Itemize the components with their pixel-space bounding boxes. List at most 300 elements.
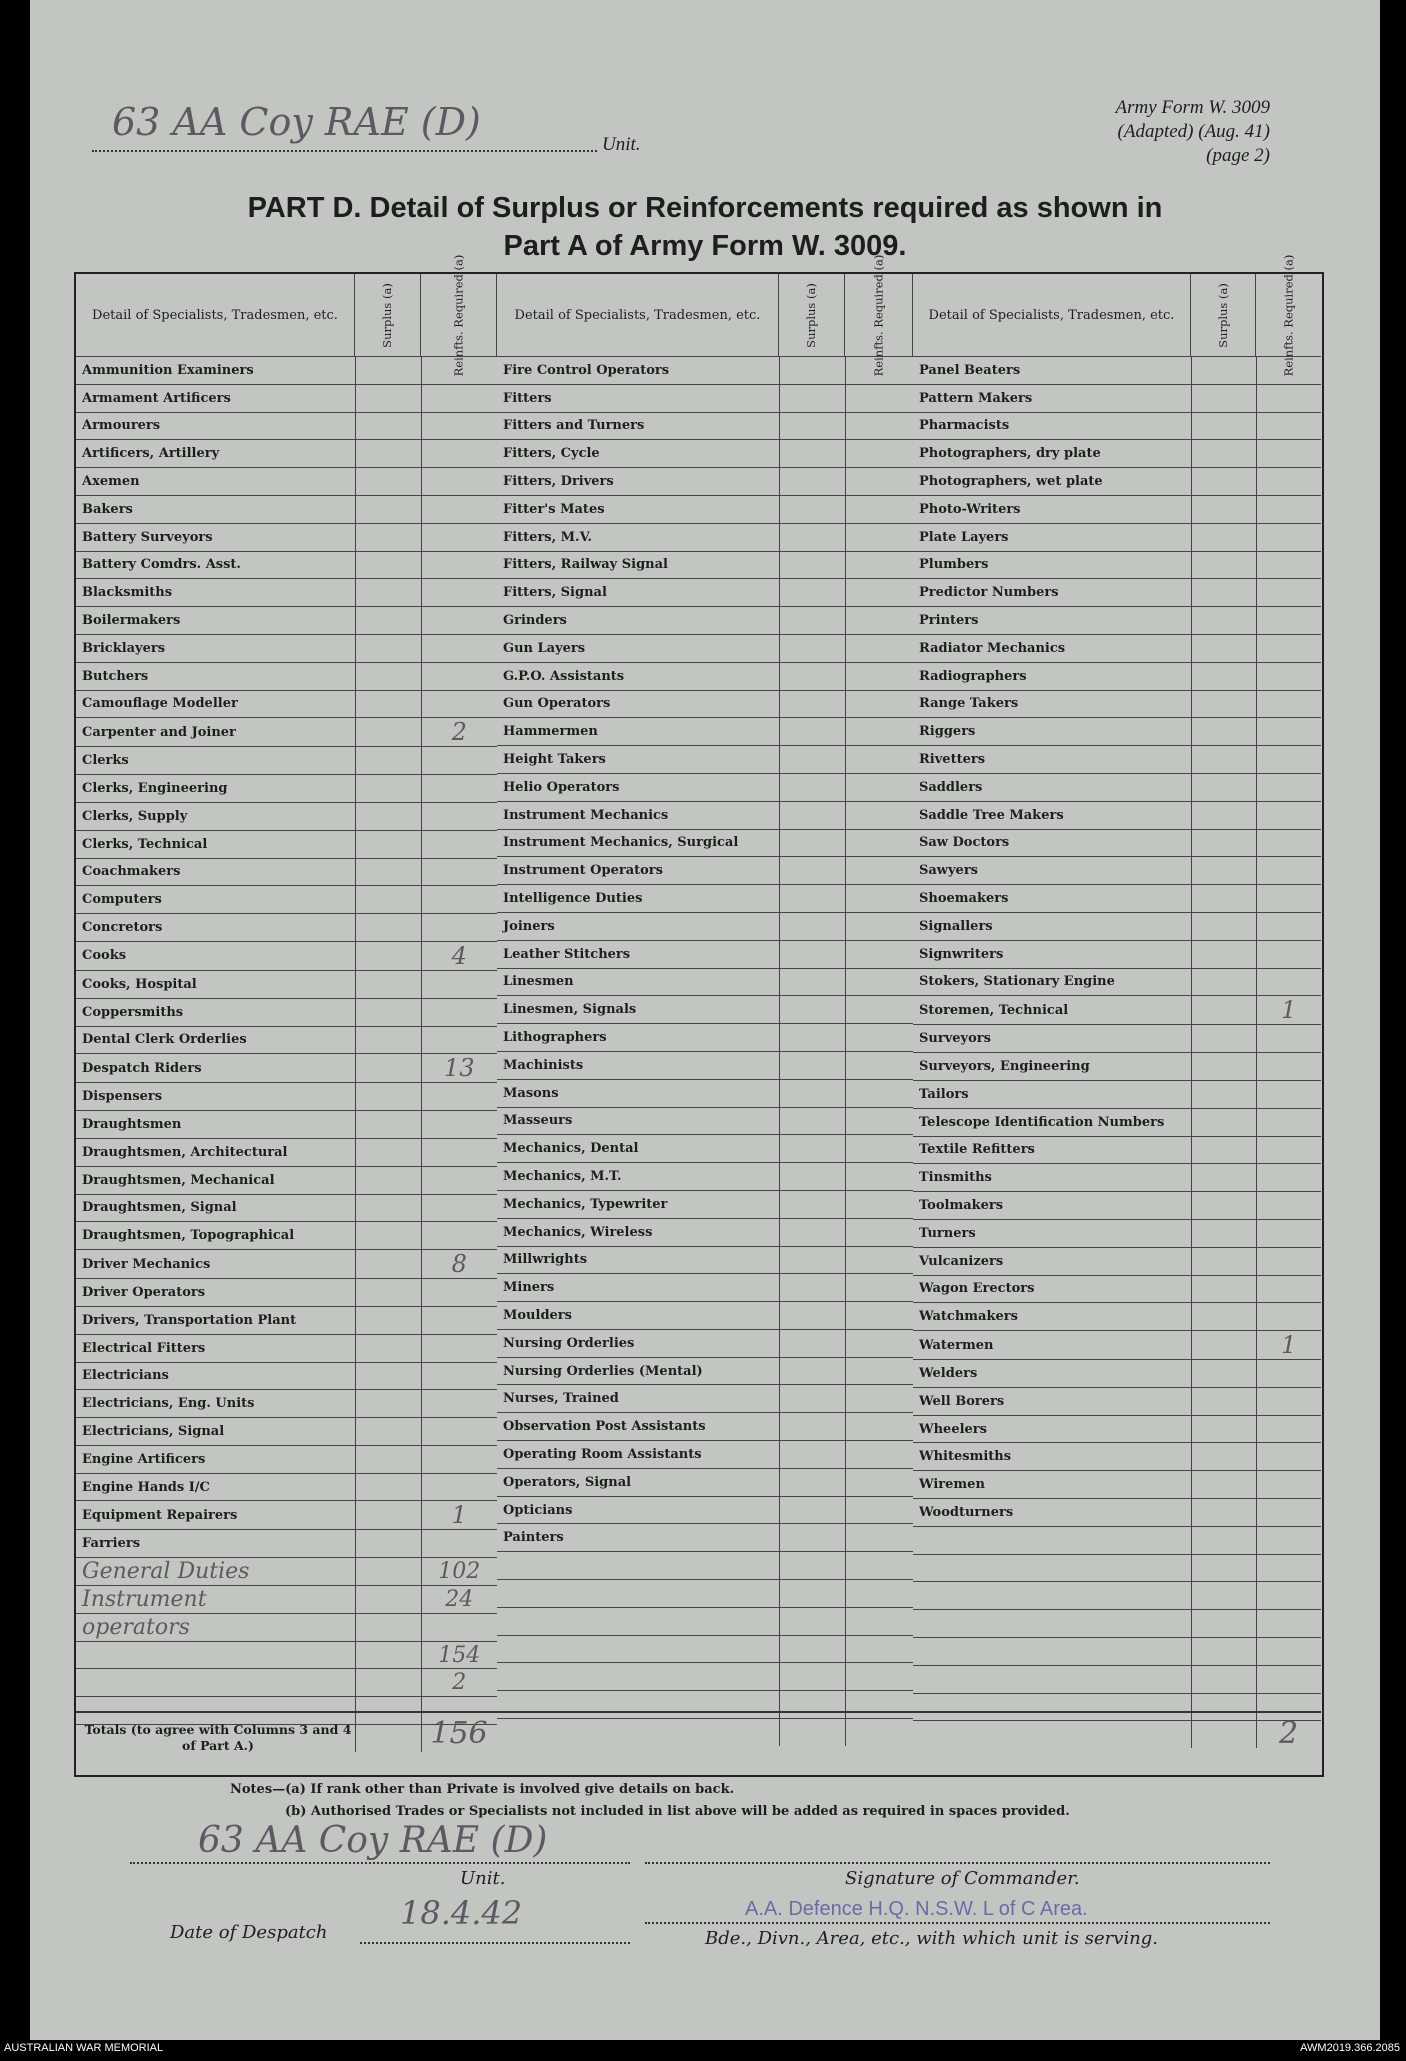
reinfts-cell: [421, 1083, 497, 1111]
table-row: [913, 801, 1321, 829]
surplus-cell: [1191, 746, 1256, 774]
reinfts-cell: [845, 1663, 913, 1691]
surplus-cell: [779, 1163, 845, 1191]
surplus-cell: [1191, 1693, 1256, 1721]
specialist-name: Grinders: [497, 607, 779, 635]
table-row: [497, 996, 913, 1024]
surplus-cell: [1191, 523, 1256, 551]
reinfts-cell: [1256, 1665, 1321, 1693]
table-row: [497, 523, 913, 551]
specialist-name: Coachmakers: [76, 858, 355, 886]
table-row: [497, 1190, 913, 1218]
reinfts-cell: [421, 830, 497, 858]
specialist-name: Joiners: [497, 912, 779, 940]
surplus-cell: [1191, 1053, 1256, 1081]
reinfts-cell: [1256, 773, 1321, 801]
surplus-cell: [355, 523, 421, 551]
reinfts-cell: [1256, 384, 1321, 412]
specialist-name: Instrument Operators: [497, 857, 779, 885]
reinfts-cell: [1256, 579, 1321, 607]
specialist-name: Fitters, Railway Signal: [497, 551, 779, 579]
table-row: [76, 1473, 497, 1501]
surplus-cell: [355, 1418, 421, 1446]
specialist-name: Instrument: [76, 1586, 355, 1614]
surplus-cell: [355, 1026, 421, 1054]
surplus-cell: [355, 1445, 421, 1473]
reinfts-cell: 13: [421, 1054, 497, 1083]
specialist-name: Mechanics, Typewriter: [497, 1190, 779, 1218]
surplus-cell: [355, 970, 421, 998]
table-row: [76, 1390, 497, 1418]
reinfts-cell: [845, 384, 913, 412]
table-row: [76, 1613, 497, 1641]
col2-header-reinfts: Reinfts. Required (a): [845, 274, 913, 356]
specialist-name: Draughtsmen: [76, 1111, 355, 1139]
specialist-name: Tailors: [913, 1080, 1191, 1108]
surplus-cell: [779, 495, 845, 523]
col1-header-surplus: Surplus (a): [355, 274, 421, 356]
surplus-cell: [779, 1496, 845, 1524]
reinfts-cell: [421, 802, 497, 830]
table-row: [497, 440, 913, 468]
specialist-name: Fitter's Mates: [497, 495, 779, 523]
table-row: [76, 858, 497, 886]
date-value: 18.4.42: [400, 1894, 523, 1932]
table-row: [76, 495, 497, 523]
reinfts-cell: [1256, 607, 1321, 635]
specialist-name: [913, 1638, 1191, 1666]
reinfts-cell: 1: [421, 1501, 497, 1530]
table-row: [497, 773, 913, 801]
reinfts-cell: 4: [421, 941, 497, 970]
specialist-name: Storemen, Technical: [913, 996, 1191, 1025]
surplus-cell: [1191, 1526, 1256, 1554]
reinfts-cell: [845, 718, 913, 746]
note-a: Notes—(a) If rank other than Private is involved give details on back.: [230, 1782, 735, 1797]
table-row: [497, 1552, 913, 1580]
surplus-cell: [355, 1194, 421, 1222]
surplus-cell: [1191, 1025, 1256, 1053]
specialist-name: Turners: [913, 1219, 1191, 1247]
reinfts-cell: [1256, 634, 1321, 662]
surplus-cell: [779, 1079, 845, 1107]
surplus-cell: [355, 1613, 421, 1641]
date-line: [360, 1942, 630, 1944]
surplus-cell: [779, 1218, 845, 1246]
table-row: [76, 886, 497, 914]
surplus-cell: [779, 801, 845, 829]
surplus-cell: [1191, 690, 1256, 718]
specialist-name: Whitesmiths: [913, 1443, 1191, 1471]
reinfts-cell: [1256, 1443, 1321, 1471]
surplus-cell: [355, 634, 421, 662]
surplus-cell: [779, 746, 845, 774]
table-row: [76, 1111, 497, 1139]
reinfts-cell: [421, 1138, 497, 1166]
reinfts-cell: [845, 1302, 913, 1330]
specialist-name: [913, 1582, 1191, 1610]
reinfts-cell: [421, 440, 497, 468]
specialist-name: Well Borers: [913, 1387, 1191, 1415]
surplus-cell: [1191, 1610, 1256, 1638]
surplus-cell: [355, 1083, 421, 1111]
reinfts-cell: [421, 775, 497, 803]
reinfts-cell: [1256, 412, 1321, 440]
reinfts-cell: [421, 1306, 497, 1334]
surplus-cell: [779, 1663, 845, 1691]
specialist-name: Fitters, Signal: [497, 579, 779, 607]
surplus-cell: [355, 1669, 421, 1697]
specialist-name: Pharmacists: [913, 412, 1191, 440]
specialist-name: [497, 1580, 779, 1608]
col3-header-reinfts: Reinfts. Required (a): [1281, 254, 1296, 376]
specialist-name: Mechanics, M.T.: [497, 1163, 779, 1191]
specialist-name: Panel Beaters: [913, 357, 1191, 385]
specialist-name: Nursing Orderlies: [497, 1329, 779, 1357]
surplus-cell: [779, 384, 845, 412]
table-row: [497, 357, 913, 385]
surplus-cell: [1191, 634, 1256, 662]
surplus-cell: [1191, 1721, 1256, 1748]
unit-handwritten: 63 AA Coy RAE (D): [112, 100, 481, 144]
form-ref-line2: (Adapted) (Aug. 41): [1117, 121, 1270, 142]
table-row: [913, 357, 1321, 385]
surplus-cell: [1191, 1582, 1256, 1610]
col1-header-detail: Detail of Specialists, Tradesmen, etc.: [76, 274, 355, 356]
table-row: [497, 885, 913, 913]
specialist-name: Surveyors: [913, 1025, 1191, 1053]
table-row: [76, 1501, 497, 1530]
specialist-name: Clerks, Engineering: [76, 775, 355, 803]
reinfts-cell: [421, 1222, 497, 1250]
reinfts-cell: [421, 634, 497, 662]
table-row: [76, 690, 497, 718]
footer-unit-label: Unit.: [460, 1868, 506, 1889]
table-row: [76, 1026, 497, 1054]
table-row: [497, 829, 913, 857]
reinfts-cell: [845, 440, 913, 468]
serving-label: Bde., Divn., Area, etc., with which unit is serving.: [705, 1928, 1158, 1949]
reinfts-cell: [421, 579, 497, 607]
specialist-name: Photo-Writers: [913, 495, 1191, 523]
surplus-cell: [1191, 551, 1256, 579]
table-row: [913, 912, 1321, 940]
reinfts-cell: [1256, 1610, 1321, 1638]
table-row: [913, 412, 1321, 440]
table-row: [497, 1302, 913, 1330]
table-row: [913, 1247, 1321, 1275]
surplus-cell: [1191, 1499, 1256, 1527]
table-row: [913, 1638, 1321, 1666]
table-row: [76, 941, 497, 970]
table-row: [497, 1274, 913, 1302]
table-row: [913, 1360, 1321, 1388]
surplus-cell: [1191, 829, 1256, 857]
table-row: [497, 1496, 913, 1524]
table-row: [913, 1471, 1321, 1499]
specialist-name: [913, 1610, 1191, 1638]
reinfts-cell: 154: [421, 1641, 497, 1669]
specialist-name: Linesmen, Signals: [497, 996, 779, 1024]
surplus-cell: [355, 1138, 421, 1166]
surplus-cell: [1191, 773, 1256, 801]
reinfts-cell: [1256, 440, 1321, 468]
specialist-name: operators: [76, 1613, 355, 1641]
specialist-name: Nurses, Trained: [497, 1385, 779, 1413]
table-row: [497, 1135, 913, 1163]
specialist-name: Signallers: [913, 912, 1191, 940]
surplus-cell: [1191, 857, 1256, 885]
reinfts-cell: [421, 1111, 497, 1139]
surplus-cell: [779, 1719, 845, 1746]
specialist-name: Wagon Erectors: [913, 1275, 1191, 1303]
surplus-cell: [1191, 662, 1256, 690]
surplus-cell: [1191, 412, 1256, 440]
specialist-name: Axemen: [76, 468, 355, 496]
reinfts-cell: [421, 495, 497, 523]
table-row: [76, 1586, 497, 1614]
specialist-name: Fitters, Cycle: [497, 440, 779, 468]
specialist-name: Camouflage Modeller: [76, 690, 355, 718]
reinfts-cell: [421, 1026, 497, 1054]
table-row: [76, 1669, 497, 1697]
specialist-name: Intelligence Duties: [497, 885, 779, 913]
table-row: [497, 579, 913, 607]
table-row: [76, 970, 497, 998]
specialists-table: [74, 254, 1324, 1777]
specialist-name: [913, 1693, 1191, 1721]
reinfts-cell: [845, 579, 913, 607]
specialist-name: Armament Artificers: [76, 384, 355, 412]
table-row: [76, 662, 497, 690]
specialist-name: Clerks, Technical: [76, 830, 355, 858]
surplus-cell: [779, 1441, 845, 1469]
specialist-name: Saddle Tree Makers: [913, 801, 1191, 829]
surplus-cell: [779, 1607, 845, 1635]
specialist-name: Leather Stitchers: [497, 940, 779, 968]
reinfts-cell: [1256, 1415, 1321, 1443]
surplus-cell: [1191, 940, 1256, 968]
specialist-name: Toolmakers: [913, 1192, 1191, 1220]
reinfts-cell: [845, 1135, 913, 1163]
reinfts-cell: [1256, 1247, 1321, 1275]
reinfts-cell: [845, 1163, 913, 1191]
surplus-cell: [779, 940, 845, 968]
reinfts-cell: [421, 886, 497, 914]
table-group-1: [76, 356, 497, 1752]
reinfts-cell: [845, 1246, 913, 1274]
surplus-cell: [1191, 912, 1256, 940]
table-row: [76, 1279, 497, 1307]
table-row: [497, 746, 913, 774]
specialist-name: Wheelers: [913, 1415, 1191, 1443]
surplus-cell: [355, 1054, 421, 1083]
table-row: [76, 802, 497, 830]
reinfts-cell: [1256, 1053, 1321, 1081]
table-row: [76, 412, 497, 440]
reinfts-cell: [845, 1524, 913, 1552]
reinfts-cell: [845, 1357, 913, 1385]
specialist-name: Opticians: [497, 1496, 779, 1524]
specialist-name: Fitters, M.V.: [497, 523, 779, 551]
surplus-cell: [779, 690, 845, 718]
surplus-cell: [355, 1334, 421, 1362]
table-row: [76, 634, 497, 662]
specialist-name: Instrument Mechanics, Surgical: [497, 829, 779, 857]
table-row: [497, 1163, 913, 1191]
table-row: [913, 384, 1321, 412]
reinfts-cell: [421, 551, 497, 579]
table-row: [913, 607, 1321, 635]
table-row: [497, 1413, 913, 1441]
table-row: [913, 1526, 1321, 1554]
reinfts-cell: [845, 1107, 913, 1135]
form-reference: [970, 96, 1270, 168]
surplus-cell: [355, 1250, 421, 1279]
table-row: [497, 1385, 913, 1413]
reinfts-cell: [1256, 912, 1321, 940]
surplus-cell: [779, 1107, 845, 1135]
specialist-name: Moulders: [497, 1302, 779, 1330]
reinfts-cell: [1256, 1275, 1321, 1303]
surplus-cell: [355, 1558, 421, 1586]
reinfts-cell: [421, 412, 497, 440]
reinfts-cell: [845, 1051, 913, 1079]
specialist-name: Battery Surveyors: [76, 523, 355, 551]
table-row: [913, 1108, 1321, 1136]
table-row: [913, 1080, 1321, 1108]
surplus-cell: [1191, 801, 1256, 829]
specialist-name: G.P.O. Assistants: [497, 662, 779, 690]
reinfts-cell: [1256, 1360, 1321, 1388]
footer-unit-handwritten: 63 AA Coy RAE (D): [198, 1820, 548, 1861]
specialist-name: Cooks: [76, 941, 355, 970]
form-ref-line3: (page 2): [1206, 145, 1270, 166]
totals-label: Totals (to agree with Columns 3 and 4 of Part A.): [84, 1722, 352, 1753]
surplus-cell: [355, 690, 421, 718]
specialist-name: Clerks, Supply: [76, 802, 355, 830]
reinfts-cell: [845, 885, 913, 913]
surplus-cell: [779, 1329, 845, 1357]
table-row: [913, 495, 1321, 523]
table-row: [913, 551, 1321, 579]
reinfts-cell: [1256, 1638, 1321, 1666]
surplus-cell: [779, 773, 845, 801]
specialist-name: Masseurs: [497, 1107, 779, 1135]
specialist-name: Electrical Fitters: [76, 1334, 355, 1362]
reinfts-cell: 8: [421, 1250, 497, 1279]
reinfts-cell: [1256, 1108, 1321, 1136]
specialist-name: Observation Post Assistants: [497, 1413, 779, 1441]
surplus-cell: [779, 607, 845, 635]
specialist-name: Stokers, Stationary Engine: [913, 968, 1191, 996]
surplus-cell: [1191, 357, 1256, 385]
specialist-name: Battery Comdrs. Asst.: [76, 551, 355, 579]
specialist-name: Coppersmiths: [76, 998, 355, 1026]
reinfts-cell: [845, 1552, 913, 1580]
table-row: [76, 1138, 497, 1166]
surplus-cell: [355, 802, 421, 830]
specialist-name: Bakers: [76, 495, 355, 523]
specialist-name: Saw Doctors: [913, 829, 1191, 857]
surplus-cell: [355, 775, 421, 803]
table-row: [913, 1443, 1321, 1471]
reinfts-cell: [845, 1079, 913, 1107]
specialist-name: Printers: [913, 607, 1191, 635]
specialist-name: Woodturners: [913, 1499, 1191, 1527]
surplus-cell: [779, 1552, 845, 1580]
specialist-name: Miners: [497, 1274, 779, 1302]
reinfts-cell: [421, 384, 497, 412]
reinfts-cell: [845, 1607, 913, 1635]
reinfts-cell: [845, 1413, 913, 1441]
surplus-cell: [1191, 1192, 1256, 1220]
specialist-name: Plate Layers: [913, 523, 1191, 551]
table-row: [913, 1387, 1321, 1415]
table-row: [497, 1246, 913, 1274]
reinfts-cell: 2: [421, 1669, 497, 1697]
surplus-cell: [355, 747, 421, 775]
reinfts-cell: [1256, 968, 1321, 996]
specialist-name: Engine Hands I/C: [76, 1473, 355, 1501]
surplus-cell: [779, 1691, 845, 1719]
specialist-name: Range Takers: [913, 690, 1191, 718]
specialist-name: Draughtsmen, Mechanical: [76, 1166, 355, 1194]
table-row: [497, 662, 913, 690]
reinfts-cell: [845, 1496, 913, 1524]
reinfts-cell: [845, 1468, 913, 1496]
table-row: [497, 857, 913, 885]
reinfts-cell: [421, 970, 497, 998]
reinfts-cell: [421, 1194, 497, 1222]
reinfts-cell: [1256, 829, 1321, 857]
reinfts-cell: [421, 747, 497, 775]
table-row: [76, 1558, 497, 1586]
specialist-name: Millwrights: [497, 1246, 779, 1274]
specialist-name: Radiator Mechanics: [913, 634, 1191, 662]
specialist-name: Hammermen: [497, 718, 779, 746]
col3-header-surplus: Surplus (a): [1191, 274, 1256, 356]
specialist-name: Operators, Signal: [497, 1468, 779, 1496]
reinfts-cell: [845, 773, 913, 801]
reinfts-cell: [421, 1362, 497, 1390]
surplus-cell: [355, 1530, 421, 1558]
surplus-cell: [779, 412, 845, 440]
footer-unit-line: [130, 1862, 630, 1864]
surplus-cell: [779, 551, 845, 579]
table-row: [497, 551, 913, 579]
table-row: [913, 579, 1321, 607]
table-row: [497, 1468, 913, 1496]
reinfts-cell: [845, 1691, 913, 1719]
specialist-name: Driver Mechanics: [76, 1250, 355, 1279]
reinfts-cell: [421, 523, 497, 551]
surplus-cell: [355, 412, 421, 440]
specialist-name: Gun Layers: [497, 634, 779, 662]
surplus-cell: [355, 579, 421, 607]
reinfts-cell: [845, 857, 913, 885]
table-row: [913, 1192, 1321, 1220]
reinfts-cell: [845, 523, 913, 551]
table-row: [913, 996, 1321, 1025]
table-row: [497, 912, 913, 940]
specialist-name: Drivers, Transportation Plant: [76, 1306, 355, 1334]
specialist-name: Surveyors, Engineering: [913, 1053, 1191, 1081]
table-row: [497, 1691, 913, 1719]
specialist-name: Engine Artificers: [76, 1445, 355, 1473]
specialist-name: Fitters and Turners: [497, 412, 779, 440]
reinfts-cell: [421, 607, 497, 635]
